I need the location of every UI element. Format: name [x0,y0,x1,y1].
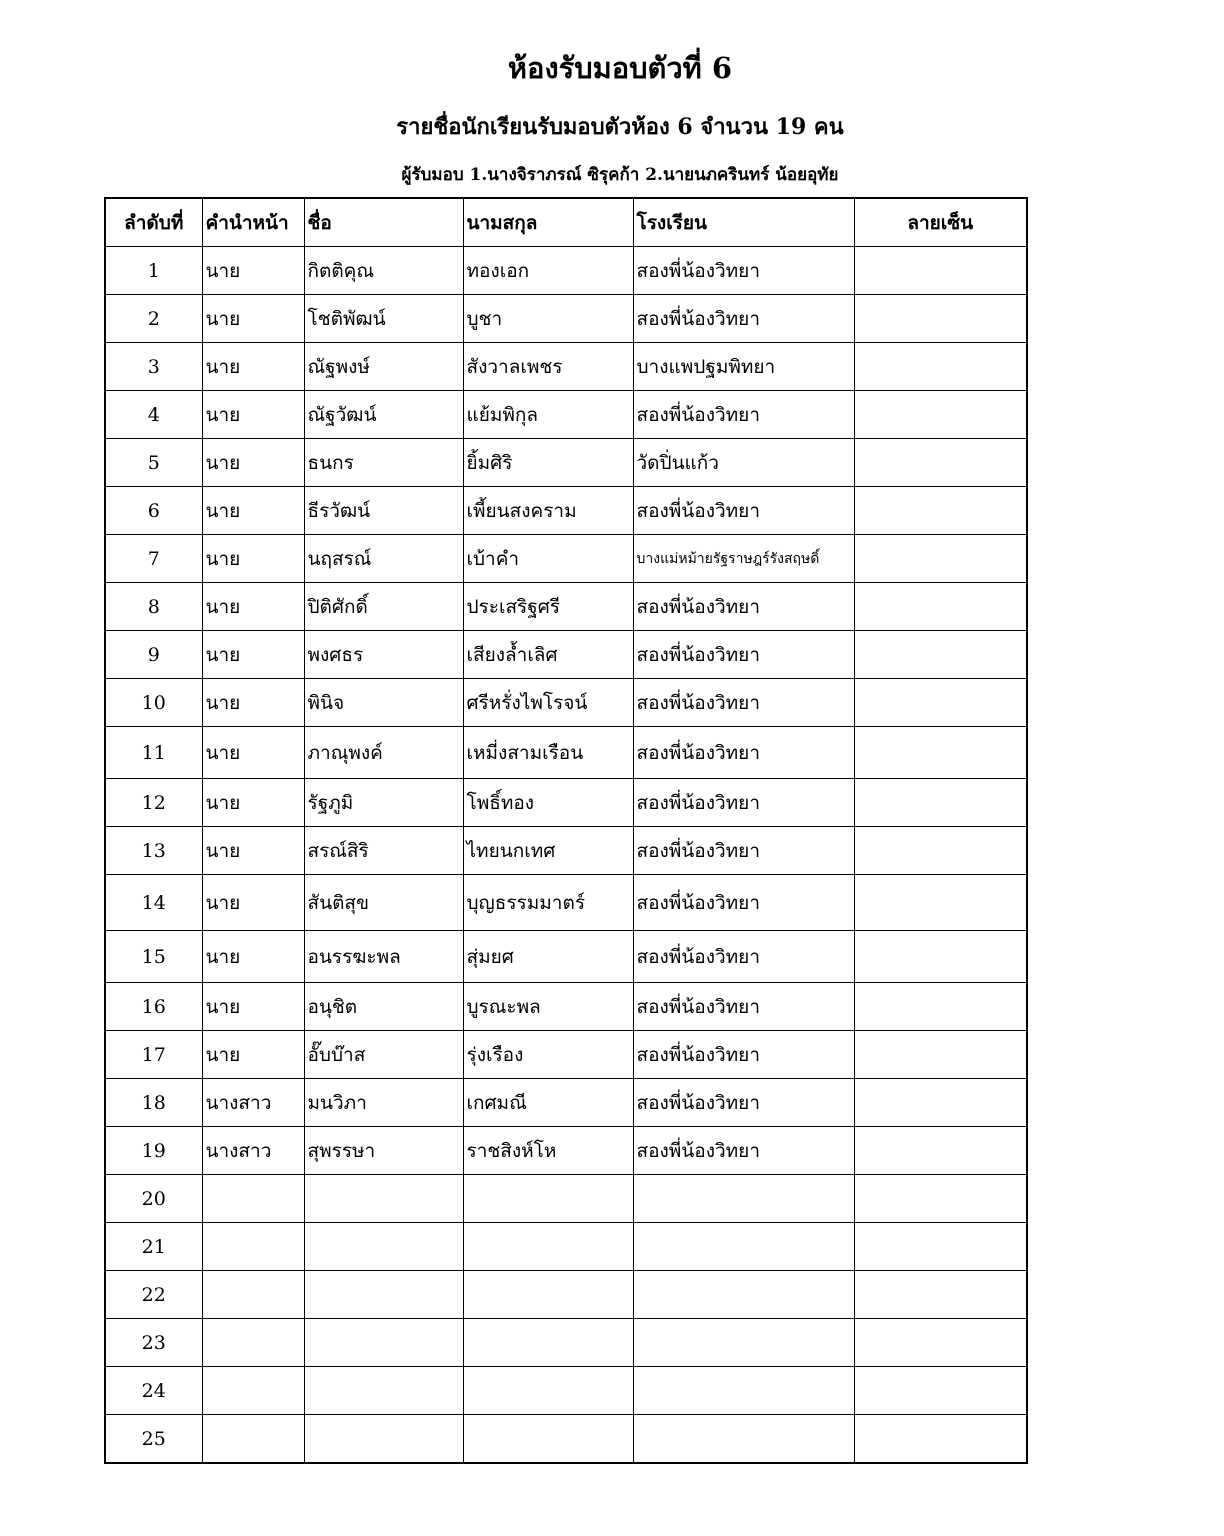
cell-last-name: ประเสริฐศรี [463,583,633,631]
table-row [105,247,1027,295]
cell-prefix: นาย [202,487,304,535]
cell-number: 7 [105,535,202,583]
cell-signature[interactable] [854,1367,1027,1415]
cell-last-name: เบ้าคำ [463,535,633,583]
cell-number: 9 [105,631,202,679]
cell-last-name: ทองเอก [463,247,633,295]
cell-first-name: มนวิภา [304,1079,463,1127]
cell-school [633,1415,854,1464]
cell-signature[interactable] [854,1031,1027,1079]
table-row [105,779,1027,827]
cell-last-name [463,1271,633,1319]
cell-number: 24 [105,1367,202,1415]
cell-school [633,1367,854,1415]
table-row [105,679,1027,727]
cell-number: 3 [105,343,202,391]
cell-school [633,1319,854,1367]
cell-signature[interactable] [854,583,1027,631]
table-row [105,1127,1027,1175]
cell-first-name [304,1223,463,1271]
cell-school: สองพี่น้องวิทยา [633,487,854,535]
cell-first-name [304,1415,463,1464]
cell-prefix: นาย [202,391,304,439]
cell-signature[interactable] [854,679,1027,727]
table-row [105,487,1027,535]
cell-first-name: ภาณุพงค์ [304,727,463,779]
cell-number: 8 [105,583,202,631]
cell-first-name: โชติพัฒน์ [304,295,463,343]
cell-signature[interactable] [854,983,1027,1031]
cell-prefix: นาย [202,779,304,827]
cell-first-name: อั๊บบ๊าส [304,1031,463,1079]
cell-last-name: เสียงล้ำเลิศ [463,631,633,679]
column-header-number: ลำดับที่ [105,198,202,247]
cell-signature[interactable] [854,295,1027,343]
cell-number: 15 [105,931,202,983]
cell-signature[interactable] [854,931,1027,983]
table-row [105,535,1027,583]
cell-prefix: นาย [202,875,304,931]
cell-last-name: ไทยนกเทศ [463,827,633,875]
cell-number: 21 [105,1223,202,1271]
cell-signature[interactable] [854,1319,1027,1367]
cell-signature[interactable] [854,1223,1027,1271]
cell-signature[interactable] [854,247,1027,295]
cell-prefix: นาย [202,931,304,983]
cell-prefix: นาย [202,983,304,1031]
cell-prefix [202,1175,304,1223]
cell-last-name [463,1415,633,1464]
cell-number: 5 [105,439,202,487]
cell-number: 6 [105,487,202,535]
cell-number: 16 [105,983,202,1031]
cell-prefix: นาย [202,631,304,679]
cell-last-name: เกศมณี [463,1079,633,1127]
cell-school [633,1223,854,1271]
cell-prefix: นาย [202,343,304,391]
cell-number: 17 [105,1031,202,1079]
cell-last-name: บูรณะพล [463,983,633,1031]
cell-prefix: นางสาว [202,1079,304,1127]
cell-first-name: พงศธร [304,631,463,679]
cell-number: 11 [105,727,202,779]
cell-school: สองพี่น้องวิทยา [633,247,854,295]
cell-number: 4 [105,391,202,439]
cell-first-name: นฤสรณ์ [304,535,463,583]
cell-school: บางแม่หม้ายรัฐราษฎร์รังสฤษดิ์ [633,535,854,583]
cell-last-name: สังวาลเพชร [463,343,633,391]
page-subtitle: รายชื่อนักเรียนรับมอบตัวห้อง 6 จำนวน 19 คน [396,114,844,140]
cell-prefix: นาย [202,679,304,727]
cell-prefix: นาย [202,535,304,583]
cell-number: 25 [105,1415,202,1464]
cell-number: 18 [105,1079,202,1127]
cell-prefix: นาย [202,1031,304,1079]
cell-signature[interactable] [854,875,1027,931]
cell-prefix [202,1223,304,1271]
cell-school: สองพี่น้องวิทยา [633,931,854,983]
table-row [105,631,1027,679]
cell-prefix: นาย [202,439,304,487]
cell-school: สองพี่น้องวิทยา [633,631,854,679]
cell-school [633,1175,854,1223]
cell-number: 19 [105,1127,202,1175]
cell-first-name: สุพรรษา [304,1127,463,1175]
cell-last-name: ยิ้มศิริ [463,439,633,487]
table-row [105,827,1027,875]
student-roster-table [104,197,1028,1464]
table-row [105,583,1027,631]
table-row [105,875,1027,931]
table-row [105,295,1027,343]
table-row [105,391,1027,439]
cell-prefix: นาย [202,583,304,631]
cell-last-name: แย้มพิกุล [463,391,633,439]
cell-school [633,1271,854,1319]
cell-prefix: นาย [202,247,304,295]
cell-first-name [304,1319,463,1367]
cell-first-name: ปิติศักดิ์ [304,583,463,631]
cell-school: สองพี่น้องวิทยา [633,1127,854,1175]
table-body [105,247,1027,1464]
cell-signature[interactable] [854,779,1027,827]
cell-last-name: ราชสิงห์โห [463,1127,633,1175]
table-row [105,439,1027,487]
cell-school: สองพี่น้องวิทยา [633,875,854,931]
cell-signature[interactable] [854,487,1027,535]
cell-school: วัดปิ่นแก้ว [633,439,854,487]
cell-school: สองพี่น้องวิทยา [633,679,854,727]
cell-number: 13 [105,827,202,875]
cell-signature[interactable] [854,1175,1027,1223]
table-row [105,1175,1027,1223]
cell-last-name: รุ่งเรือง [463,1031,633,1079]
cell-first-name: อนุชิต [304,983,463,1031]
receivers-line: ผู้รับมอบ 1.นางจิราภรณ์ ซิรุคก้า 2.นายนภครินทร์ น้อยอุทัย [401,165,839,185]
cell-first-name: ธนกร [304,439,463,487]
cell-school: สองพี่น้องวิทยา [633,827,854,875]
cell-prefix [202,1367,304,1415]
cell-first-name [304,1367,463,1415]
table-row [105,343,1027,391]
cell-first-name: รัฐภูมิ [304,779,463,827]
cell-number: 1 [105,247,202,295]
cell-first-name [304,1271,463,1319]
cell-school: บางแพปฐมพิทยา [633,343,854,391]
cell-prefix: นาย [202,827,304,875]
column-header-signature: ลายเซ็น [854,198,1027,247]
cell-prefix [202,1319,304,1367]
table-row [105,1319,1027,1367]
cell-school: สองพี่น้องวิทยา [633,391,854,439]
cell-prefix: นาย [202,727,304,779]
cell-signature[interactable] [854,727,1027,779]
cell-signature[interactable] [854,1415,1027,1464]
cell-first-name: กิตติคุณ [304,247,463,295]
cell-last-name [463,1223,633,1271]
cell-signature[interactable] [854,1271,1027,1319]
cell-last-name [463,1319,633,1367]
cell-number: 14 [105,875,202,931]
cell-prefix: นางสาว [202,1127,304,1175]
cell-last-name [463,1367,633,1415]
table-row [105,727,1027,779]
table-row [105,1271,1027,1319]
cell-signature[interactable] [854,827,1027,875]
column-header-last-name: นามสกุล [463,198,633,247]
cell-last-name: โพธิ์ทอง [463,779,633,827]
cell-signature[interactable] [854,1079,1027,1127]
cell-school: สองพี่น้องวิทยา [633,779,854,827]
table-row [105,1079,1027,1127]
cell-first-name: ณัฐพงษ์ [304,343,463,391]
table-row [105,1367,1027,1415]
cell-first-name: พินิจ [304,679,463,727]
cell-last-name: เหมี่งสามเรือน [463,727,633,779]
cell-first-name [304,1175,463,1223]
cell-prefix [202,1271,304,1319]
cell-first-name: สรณ์สิริ [304,827,463,875]
cell-number: 12 [105,779,202,827]
cell-signature[interactable] [854,1127,1027,1175]
cell-last-name: บุญธรรมมาตร์ [463,875,633,931]
cell-number: 20 [105,1175,202,1223]
cell-signature[interactable] [854,439,1027,487]
column-header-first-name: ชื่อ [304,198,463,247]
table-row [105,931,1027,983]
cell-school: สองพี่น้องวิทยา [633,1079,854,1127]
cell-number: 2 [105,295,202,343]
cell-last-name: ศรีหรั่งไพโรจน์ [463,679,633,727]
cell-first-name: สันติสุข [304,875,463,931]
cell-last-name: บูชา [463,295,633,343]
cell-signature[interactable] [854,535,1027,583]
cell-signature[interactable] [854,343,1027,391]
cell-signature[interactable] [854,631,1027,679]
cell-last-name: สุ่มยศ [463,931,633,983]
table-header-row [105,198,1027,247]
cell-prefix [202,1415,304,1464]
table-row [105,983,1027,1031]
cell-signature[interactable] [854,391,1027,439]
table-row [105,1223,1027,1271]
cell-first-name: อนรรฆะพล [304,931,463,983]
cell-school: สองพี่น้องวิทยา [633,983,854,1031]
column-header-school: โรงเรียน [633,198,854,247]
cell-school: สองพี่น้องวิทยา [633,1031,854,1079]
cell-school: สองพี่น้องวิทยา [633,295,854,343]
cell-prefix: นาย [202,295,304,343]
cell-first-name: ณัฐวัฒน์ [304,391,463,439]
cell-last-name [463,1175,633,1223]
cell-school: สองพี่น้องวิทยา [633,727,854,779]
cell-first-name: ธีรวัฒน์ [304,487,463,535]
table-row [105,1415,1027,1464]
column-header-prefix: คำนำหน้า [202,198,304,247]
cell-school: สองพี่น้องวิทยา [633,583,854,631]
table-row [105,1031,1027,1079]
cell-last-name: เพี้ยนสงคราม [463,487,633,535]
page-title: ห้องรับมอบตัวที่ 6 [507,51,733,85]
cell-number: 22 [105,1271,202,1319]
cell-number: 23 [105,1319,202,1367]
cell-number: 10 [105,679,202,727]
